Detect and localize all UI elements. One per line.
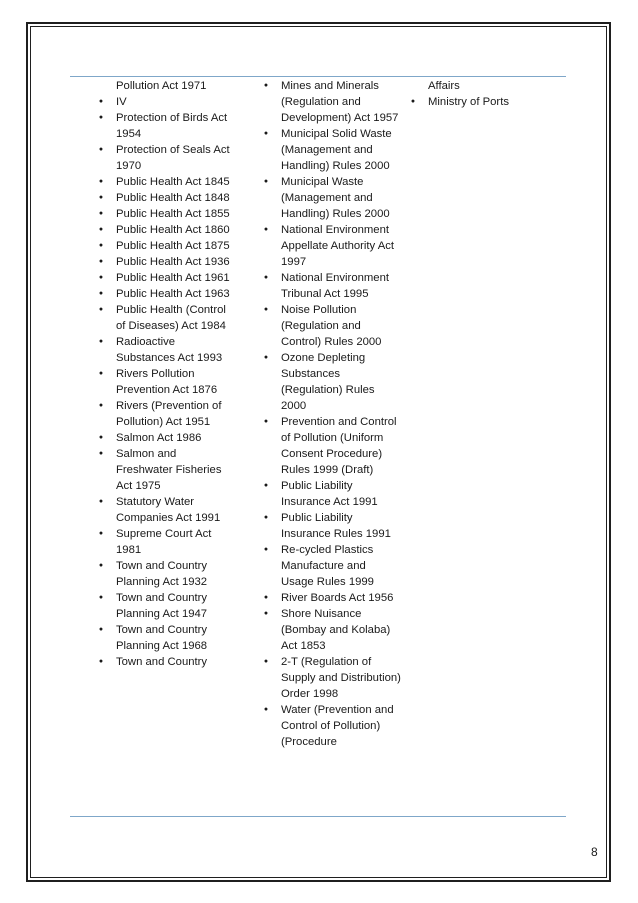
bullet-list xyxy=(263,78,401,750)
list-item xyxy=(98,222,234,238)
list-item-text: Supreme Court Act 1981 xyxy=(116,528,212,556)
bullet-icon: ● xyxy=(98,146,104,153)
bullet-icon: ● xyxy=(263,610,269,617)
list-item xyxy=(98,430,234,446)
list-item-text: Town and Country Planning Act 1968 xyxy=(116,624,208,652)
bullet-icon: ● xyxy=(263,354,269,361)
list-item-text: Re-cycled Plastics Manufacture and Usage Rules 1999 xyxy=(281,544,374,588)
list-item xyxy=(263,590,401,606)
list-item-text: Ministry of Ports xyxy=(428,96,509,108)
column-1 xyxy=(98,78,234,670)
list-item xyxy=(410,94,548,110)
list-item-text: Public Health (Control of Diseases) Act 1984 xyxy=(116,304,226,332)
list-item-text: National Environment Tribunal Act 1995 xyxy=(281,272,390,300)
list-item-text: Noise Pollution (Regulation and Control) Rules 2000 xyxy=(281,304,382,348)
bullet-icon: ● xyxy=(263,306,269,313)
list-item xyxy=(263,302,401,350)
list-item xyxy=(98,110,234,142)
list-item-text: Mines and Minerals (Regulation and Development) Act 1957 xyxy=(281,80,399,124)
list-item-text: Statutory Water Companies Act 1991 xyxy=(116,496,221,524)
list-item xyxy=(98,622,234,654)
list-item-text: Shore Nuisance (Bombay and Kolaba) Act 1853 xyxy=(281,608,391,652)
list-item-text: Radioactive Substances Act 1993 xyxy=(116,336,223,364)
table-top-rule xyxy=(70,76,566,77)
bullet-icon: ● xyxy=(263,706,269,713)
list-item-text: Public Health Act 1875 xyxy=(116,240,230,252)
list-item xyxy=(263,702,401,750)
bullet-icon: ● xyxy=(263,418,269,425)
bullet-icon: ● xyxy=(98,402,104,409)
bullet-icon: ● xyxy=(263,226,269,233)
list-item xyxy=(263,654,401,702)
list-item xyxy=(98,494,234,526)
list-item xyxy=(263,270,401,302)
list-item-text: Public Health Act 1936 xyxy=(116,256,230,268)
list-item xyxy=(263,222,401,270)
list-item-text: Rivers Pollution Prevention Act 1876 xyxy=(116,368,218,396)
bullet-icon: ● xyxy=(263,274,269,281)
list-item-text: Town and Country Planning Act 1932 xyxy=(116,560,208,588)
bullet-icon: ● xyxy=(98,194,104,201)
list-item xyxy=(263,510,401,542)
list-item xyxy=(98,142,234,174)
bullet-icon: ● xyxy=(98,290,104,297)
list-item xyxy=(263,174,401,222)
list-item-text: Municipal Solid Waste (Management and Handling) Rules 2000 xyxy=(281,128,392,172)
bullet-icon: ● xyxy=(98,338,104,345)
list-item-text: Public Liability Insurance Act 1991 xyxy=(281,480,378,508)
list-item xyxy=(98,590,234,622)
list-item-text: Town and Country xyxy=(116,656,208,668)
bullet-icon: ● xyxy=(98,530,104,537)
list-item xyxy=(98,286,234,302)
bullet-icon: ● xyxy=(98,626,104,633)
list-item-text: Protection of Seals Act 1970 xyxy=(116,144,230,172)
bullet-icon: ● xyxy=(98,258,104,265)
continued-text: Pollution Act 1971 xyxy=(116,80,207,92)
list-item-text: National Environment Appellate Authority Act 1997 xyxy=(281,224,395,268)
list-item xyxy=(98,302,234,334)
bullet-icon: ● xyxy=(98,306,104,313)
bullet-icon: ● xyxy=(98,450,104,457)
column-3 xyxy=(410,78,548,110)
list-item xyxy=(263,414,401,478)
page-number: 8 xyxy=(591,845,598,859)
continued-text: Affairs xyxy=(428,80,460,92)
list-item-text: Salmon and Freshwater Fisheries Act 1975 xyxy=(116,448,222,492)
bullet-icon: ● xyxy=(98,98,104,105)
bullet-icon: ● xyxy=(98,226,104,233)
list-item xyxy=(98,206,234,222)
bullet-icon: ● xyxy=(98,242,104,249)
column-2 xyxy=(263,78,401,750)
list-item-text: Protection of Birds Act 1954 xyxy=(116,112,228,140)
list-item xyxy=(98,526,234,558)
list-item-text: Public Health Act 1855 xyxy=(116,208,230,220)
bullet-icon: ● xyxy=(98,210,104,217)
list-item-text: River Boards Act 1956 xyxy=(281,592,394,604)
list-item xyxy=(263,350,401,414)
list-item xyxy=(98,446,234,494)
list-item xyxy=(98,398,234,430)
list-item-text: IV xyxy=(116,96,127,108)
list-item xyxy=(98,334,234,366)
bullet-icon: ● xyxy=(98,658,104,665)
bullet-icon: ● xyxy=(98,562,104,569)
bullet-icon: ● xyxy=(98,498,104,505)
list-item xyxy=(98,174,234,190)
list-item-text: Municipal Waste (Management and Handling) Rules 2000 xyxy=(281,176,390,220)
list-item-text: Town and Country Planning Act 1947 xyxy=(116,592,208,620)
list-item-text: 2-T (Regulation of Supply and Distribution) Order 1998 xyxy=(281,656,401,700)
bullet-icon: ● xyxy=(98,114,104,121)
list-item xyxy=(98,238,234,254)
list-item-text: Water (Prevention and Control of Pollution) (Procedure xyxy=(281,704,394,748)
list-item xyxy=(98,654,234,670)
list-item-text: Prevention and Control of Pollution (Uniform Consent Procedure) Rules 1999 (Draft) xyxy=(281,416,397,476)
bullet-icon: ● xyxy=(98,434,104,441)
list-item-text: Salmon Act 1986 xyxy=(116,432,202,444)
bullet-icon: ● xyxy=(263,594,269,601)
list-item xyxy=(263,478,401,510)
bullet-icon: ● xyxy=(263,130,269,137)
table-bottom-rule xyxy=(70,816,566,817)
bullet-icon: ● xyxy=(263,82,269,89)
bullet-icon: ● xyxy=(263,482,269,489)
bullet-list xyxy=(98,94,234,670)
list-item-text: Public Health Act 1961 xyxy=(116,272,230,284)
list-item-text: Rivers (Prevention of Pollution) Act 1951 xyxy=(116,400,222,428)
list-item xyxy=(98,254,234,270)
bullet-icon: ● xyxy=(98,594,104,601)
bullet-icon: ● xyxy=(263,514,269,521)
bullet-icon: ● xyxy=(263,546,269,553)
list-item-text: Public Health Act 1848 xyxy=(116,192,230,204)
list-item xyxy=(98,94,234,110)
list-item-text: Public Liability Insurance Rules 1991 xyxy=(281,512,391,540)
list-item xyxy=(263,606,401,654)
bullet-icon: ● xyxy=(410,98,416,105)
bullet-icon: ● xyxy=(98,178,104,185)
list-item-text: Public Health Act 1845 xyxy=(116,176,230,188)
list-item xyxy=(98,190,234,206)
list-item xyxy=(98,558,234,590)
bullet-icon: ● xyxy=(263,658,269,665)
bullet-icon: ● xyxy=(98,370,104,377)
bullet-icon: ● xyxy=(263,178,269,185)
list-item xyxy=(98,270,234,286)
list-item xyxy=(263,542,401,590)
list-item-text: Ozone Depleting Substances (Regulation) Rules 2000 xyxy=(281,352,375,412)
list-item xyxy=(263,126,401,174)
bullet-icon: ● xyxy=(98,274,104,281)
bullet-list xyxy=(410,94,548,110)
list-item xyxy=(98,366,234,398)
list-item xyxy=(263,78,401,126)
list-item-text: Public Health Act 1860 xyxy=(116,224,230,236)
list-item-text: Public Health Act 1963 xyxy=(116,288,230,300)
